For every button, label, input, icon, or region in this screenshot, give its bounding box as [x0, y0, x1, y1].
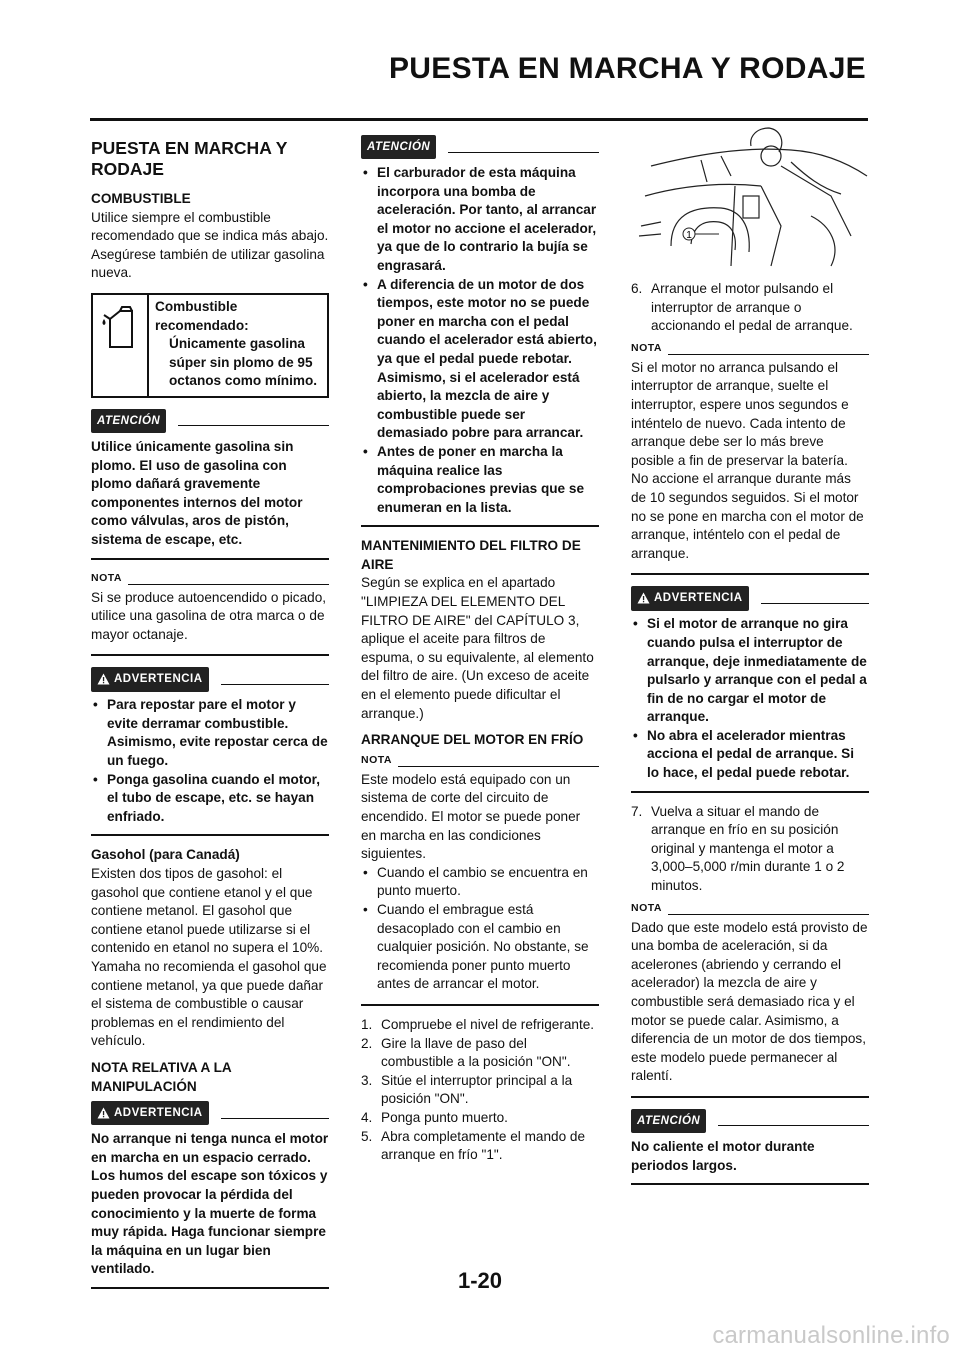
warning-icon — [97, 673, 110, 685]
atencion-box-2 — [361, 136, 599, 527]
combustible-heading: COMBUSTIBLE — [91, 191, 191, 206]
atencion-badge: ATENCIÓN — [361, 135, 436, 160]
list-item: 3. Sitúe el interruptor principal a la posición "ON". — [361, 1072, 573, 1107]
header-rule — [90, 118, 868, 121]
advertencia-box-3 — [631, 587, 869, 792]
list-item: • Para repostar pare el motor y evite derramar combustible. Asimismo, evite repostar cerca de un fuego. — [91, 696, 329, 770]
nota-label: NOTA — [361, 754, 392, 767]
page-number: 1-20 — [457, 1268, 503, 1293]
atencion-badge: ATENCIÓN — [631, 1109, 706, 1134]
list-item: • El carburador de esta máquina incorpora una bomba de aceleración. Por tanto, al arrancar el motor no accione el acelerador, ya que de lo contrario la bujía se engrasará. — [361, 164, 599, 276]
advertencia-text: No arranque ni tenga nunca el motor en marcha en un espacio cerrado. Los humos del escape son tóxicos y pueden provocar la pérdida del conocimiento y la muerte de forma muy rápida. Haga funcionar siempre la máquina en un lugar bien ventilado. — [91, 1124, 329, 1289]
advertencia-badge: ADVERTENCIA — [91, 667, 209, 692]
list-item: • No abra el acelerador mientras acciona el pedal de arranque. Si lo hace, el pedal puede rebotar. — [631, 727, 869, 783]
atencion-badge: ATENCIÓN — [91, 409, 166, 434]
filtro-heading: MANTENIMIENTO DEL FILTRO DE AIRE — [361, 538, 581, 572]
atencion-text: No caliente el motor durante periodos largos. — [631, 1132, 869, 1185]
advertencia-box-1 — [91, 668, 329, 836]
nota-text: Dado que este modelo está provisto de una bomba de aceleración, si da acelerones (abriendo y cerrando el acelerador) la mezcla de aire y combustible será demasiado rica y el motor se puede calar. Asimismo, a diferencia de un motor de dos tiempos, este modelo puede permanecer al ralentí. — [631, 918, 869, 1098]
section-title: PUESTA EN MARCHA Y RODAJE — [91, 138, 288, 179]
list-item: 5. Abra completamente el mando de arranque en frío "1". — [361, 1128, 586, 1163]
atencion-box-1 — [91, 410, 329, 560]
fuel-spec-box — [91, 293, 329, 398]
arranque-frio-heading: ARRANQUE DEL MOTOR EN FRÍO — [361, 732, 584, 748]
list-item: • Ponga gasolina cuando el motor, el tubo de escape, etc. se hayan enfriado. — [91, 771, 329, 827]
nota-box-2 — [361, 754, 599, 1006]
warning-icon — [637, 592, 650, 604]
list-item: • A diferencia de un motor de dos tiempos, este motor no se puede poner en marcha con el pedal cuando el acelerador está abierto, ya que el pedal puede rebotar. Asimismo, si el acelerador está abierto, la mezcla de aire y combustible puede ser demasiado pobre para arrancar. — [361, 276, 599, 443]
list-item: • Cuando el embrague está desacoplado con el cambio en cualquier posición. No obstante, se recomienda poner punto muerto antes de arrancar el motor. — [361, 901, 599, 994]
atencion-box-3 — [631, 1110, 869, 1185]
nota-text: Si el motor no arranca pulsando el interruptor de arranque, suelte el interruptor, espere unos segundos e inténtelo de nuevo. Cada intento de arranque debe ser lo más breve posible a fin de preservar la batería. No accione el arranque durante más de 10 segundos seguidos. Si el motor no se pone en marcha con el motor de arranque, inténtelo con el pedal de arranque. — [631, 358, 869, 576]
advertencia-badge: ADVERTENCIA — [91, 1101, 209, 1126]
list-item: 2. Gire la llave de paso del combustible a la posición "ON". — [361, 1035, 571, 1070]
gasohol-text: Existen dos tipos de gasohol: el gasohol que contiene etanol y el que contiene metanol. El gasohol que contiene etanol puede utilizarse si el contenido en etanol no supera el 10%. Yamaha no recomienda el gasohol que contiene metanol, ya que puede dañar el sistema de combustible o causar problemas en el rendimiento del vehículo. — [91, 866, 327, 1049]
spec-value: Únicamente gasolina súper sin plomo de 95 octanos como mínimo. — [169, 336, 318, 389]
nota-box-1 — [91, 572, 329, 657]
combustible-text: Utilice siempre el combustible recomendado que se indica más abajo. Asegúrese también de utilizar gasolina nueva. — [91, 209, 329, 281]
fuel-can-icon — [93, 295, 149, 396]
steps-list — [361, 1016, 599, 1165]
spec-label: Combustible recomendado: — [155, 298, 249, 333]
atencion-text: Utilice únicamente gasolina sin plomo. El uso de gasolina con plomo dañará gravemente componentes internos del motor como válvulas, aros de pistón, sistema de escape, etc. — [91, 432, 329, 560]
gasohol-heading: Gasohol (para Canadá) — [91, 847, 240, 863]
advertencia-badge: ADVERTENCIA — [631, 586, 749, 611]
filtro-text: Según se explica en el apartado "LIMPIEZA DEL ELEMENTO DEL FILTRO DE AIRE" del CAPÍTULO 3, aplique el aceite para filtros de espuma, o su equivalente, al elemento del filtro de aire. (Un exceso de aceite en el elemento puede dificultar el arranque.) — [361, 575, 594, 721]
list-item: 6. Arranque el motor pulsando el interruptor de arranque o accionando el pedal de arranque. — [631, 281, 853, 334]
nota-label: NOTA — [631, 902, 662, 915]
column-2 — [361, 134, 599, 1165]
nota-box-3 — [631, 342, 869, 576]
watermark: carmanualsonline.info — [712, 1322, 950, 1349]
list-item: 7. Vuelva a situar el mando de arranque en frío en su posición original y mantenga el motor a 3,000–5,000 r/min durante 1 o 2 minutos. — [631, 803, 845, 894]
list-item: • Si el motor de arranque no gira cuando pulsa el interruptor de arranque, deje inmediatamente de pulsarlo y arranque con el pedal a fin de no cargar el motor de arranque. — [631, 615, 869, 727]
column-1 — [91, 134, 329, 1299]
nota-manipulacion-heading: NOTA RELATIVA A LA MANIPULACIÓN — [91, 1059, 232, 1094]
engine-illustration — [631, 126, 869, 272]
callout-label: 1 — [686, 230, 692, 241]
list-item: 1. Compruebe el nivel de refrigerante. — [361, 1016, 595, 1032]
advertencia-box-2 — [91, 1102, 329, 1289]
list-item: • Antes de poner en marcha la máquina realice las comprobaciones previas que se enumeran en la lista. — [361, 443, 599, 517]
list-item: 4. Ponga punto muerto. — [361, 1109, 508, 1125]
warning-icon — [97, 1107, 110, 1119]
nota-label: NOTA — [91, 571, 122, 584]
nota-box-4 — [631, 902, 869, 1098]
nota-label: NOTA — [631, 342, 662, 355]
page-header-title: PUESTA EN MARCHA Y RODAJE — [388, 52, 866, 85]
nota-text: Si se produce autoencendido o picado, utilice una gasolina de otra marca o de mayor octanaje. — [91, 588, 329, 657]
column-3 — [631, 134, 869, 1195]
list-item: • Cuando el cambio se encuentra en punto muerto. — [361, 864, 599, 901]
nota-text: Este modelo está equipado con un sistema de corte del circuito de encendido. El motor se puede poner en marcha en las condiciones siguientes. — [361, 771, 581, 862]
